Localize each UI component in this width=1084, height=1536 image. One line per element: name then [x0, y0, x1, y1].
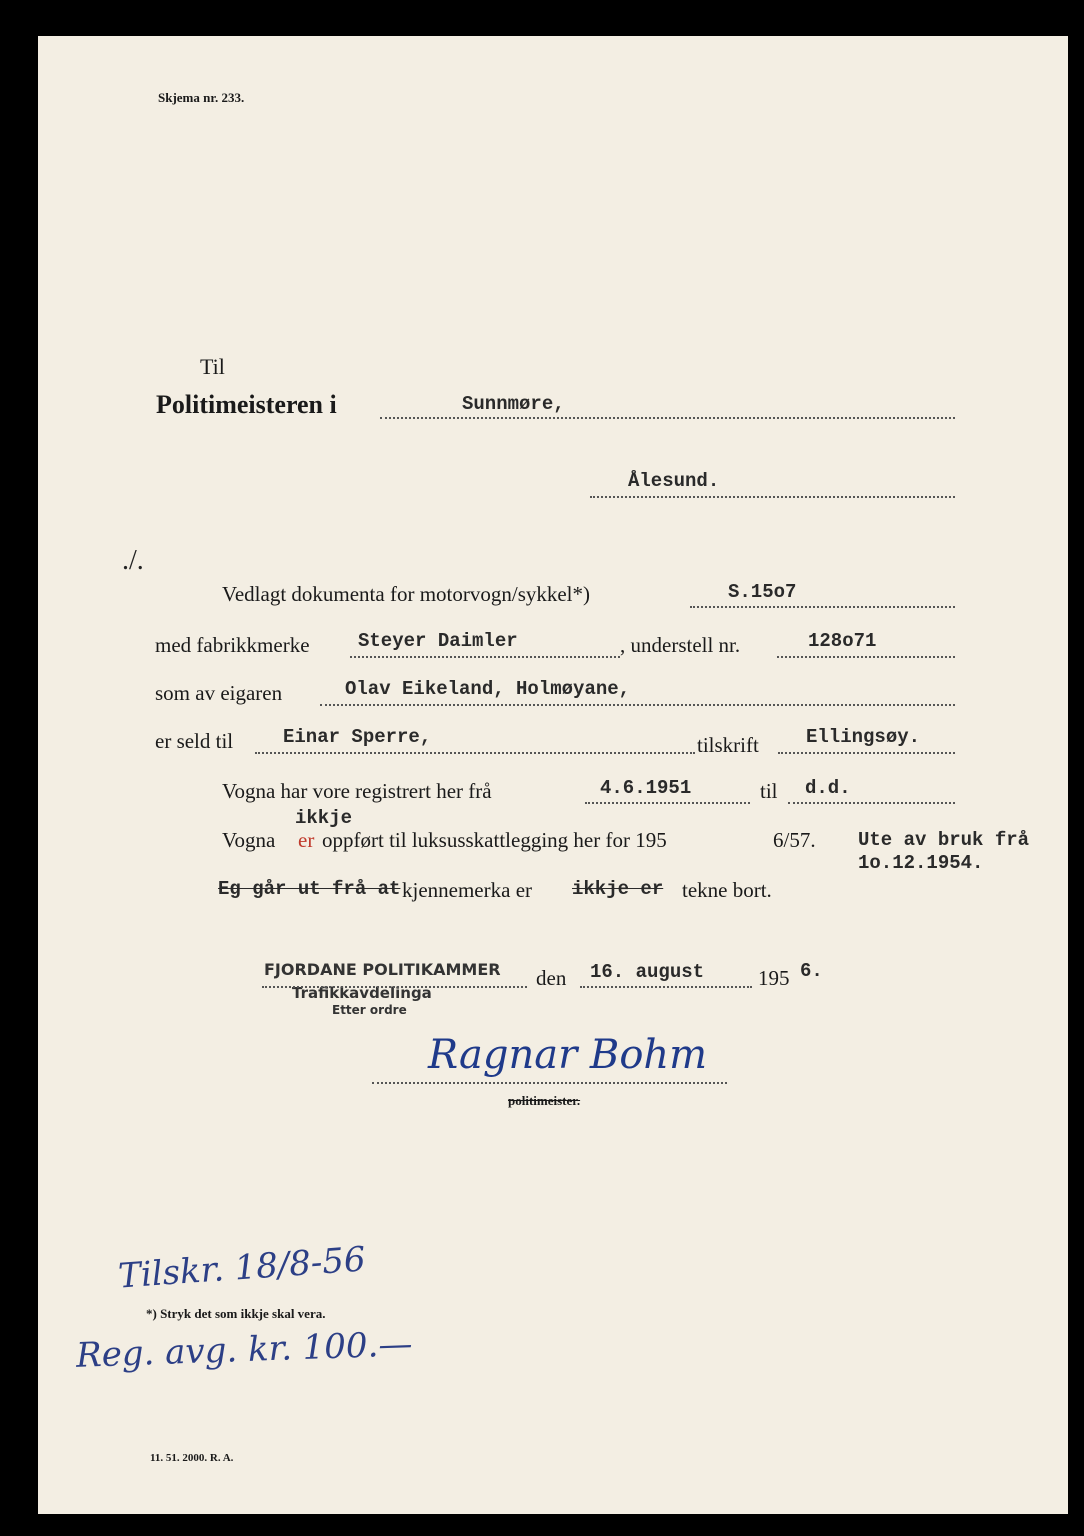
stamp-line-1: FJORDANE POLITIKAMMER [264, 960, 501, 979]
role-label: politimeister. [508, 1093, 581, 1108]
understell-label: , understell nr. [620, 633, 741, 657]
til-date-label: til [760, 779, 778, 803]
date-line [580, 986, 752, 988]
make-line [350, 656, 620, 658]
signature-line [372, 1082, 727, 1084]
footnote: *) Stryk det som ikkje skal vera. [146, 1306, 326, 1321]
luksus-er: er [298, 828, 315, 852]
chassis-value: 128o71 [808, 630, 877, 652]
owner-line [320, 704, 955, 706]
reg-number: S.15o7 [728, 581, 797, 603]
document-page [38, 36, 1068, 1514]
luksus-label: oppført til luksusskattlegging her for 195 [322, 828, 667, 852]
address-value: Ellingsøy. [806, 726, 921, 748]
eigar-label: som av eigaren [155, 681, 283, 705]
address-line [778, 752, 955, 754]
tekne-label: tekne bort. [682, 878, 772, 902]
reg-from-value: 4.6.1951 [600, 777, 692, 799]
reg-to-line [788, 802, 955, 804]
form-code: Skjema nr. 233. [158, 90, 245, 105]
district-line [380, 417, 955, 419]
tilskrift-label: tilskrift [697, 733, 759, 757]
fabrikk-label: med fabrikkmerke [155, 633, 310, 657]
ikkje-insert: ikkje [295, 807, 353, 829]
strike-phrase-1: Eg går ut frå at [218, 878, 401, 900]
buyer-line [255, 752, 695, 754]
luksus-years: 6/57. [773, 828, 816, 852]
strike-phrase-2: ikkje er [572, 878, 664, 900]
politimeister-label: Politimeisteren i [156, 390, 337, 419]
year-suffix: 6. [800, 960, 823, 982]
signature: Ragnar Bohm [428, 1032, 708, 1078]
footer-code: 11. 51. 2000. R. A. [150, 1452, 234, 1464]
ute-line1: Ute av bruk frå [858, 829, 1030, 851]
stamp-line-2: Trafikkavdelinga [292, 984, 432, 1002]
city-line [590, 496, 955, 498]
reg-line [690, 606, 955, 608]
ute-line2: 1o.12.1954. [858, 852, 984, 874]
til-label: Til [200, 354, 225, 379]
make-value: Steyer Daimler [358, 630, 518, 652]
den-label: den [536, 966, 567, 990]
year-prefix: 195 [758, 966, 790, 990]
chassis-line [777, 656, 955, 658]
reg-to-value: d.d. [805, 777, 851, 799]
handwritten-note-2: Reg. avg. kr. 100.— [75, 1324, 414, 1376]
luksus-prefix: Vogna [222, 828, 276, 852]
stamp-line-3: Etter ordre [332, 1003, 407, 1017]
buyer-value: Einar Sperre, [283, 726, 432, 748]
owner-value: Olav Eikeland, Holmøyane, [345, 678, 631, 700]
seld-label: er seld til [155, 729, 234, 753]
vedlagt-label: Vedlagt dokumenta for motorvogn/sykkel*) [222, 582, 591, 606]
reg-from-line [585, 802, 750, 804]
date-value: 16. august [590, 961, 705, 983]
district-value: Sunnmøre, [462, 393, 565, 415]
handwritten-note-1: Tilskr. 18/8-56 [116, 1239, 367, 1297]
city-value: Ålesund. [628, 470, 720, 492]
kjennemerka-label: kjennemerka er [402, 878, 533, 902]
stamp-line [262, 986, 527, 988]
margin-mark: ./. [122, 545, 144, 576]
registrert-label: Vogna har vore registrert her frå [222, 779, 492, 803]
